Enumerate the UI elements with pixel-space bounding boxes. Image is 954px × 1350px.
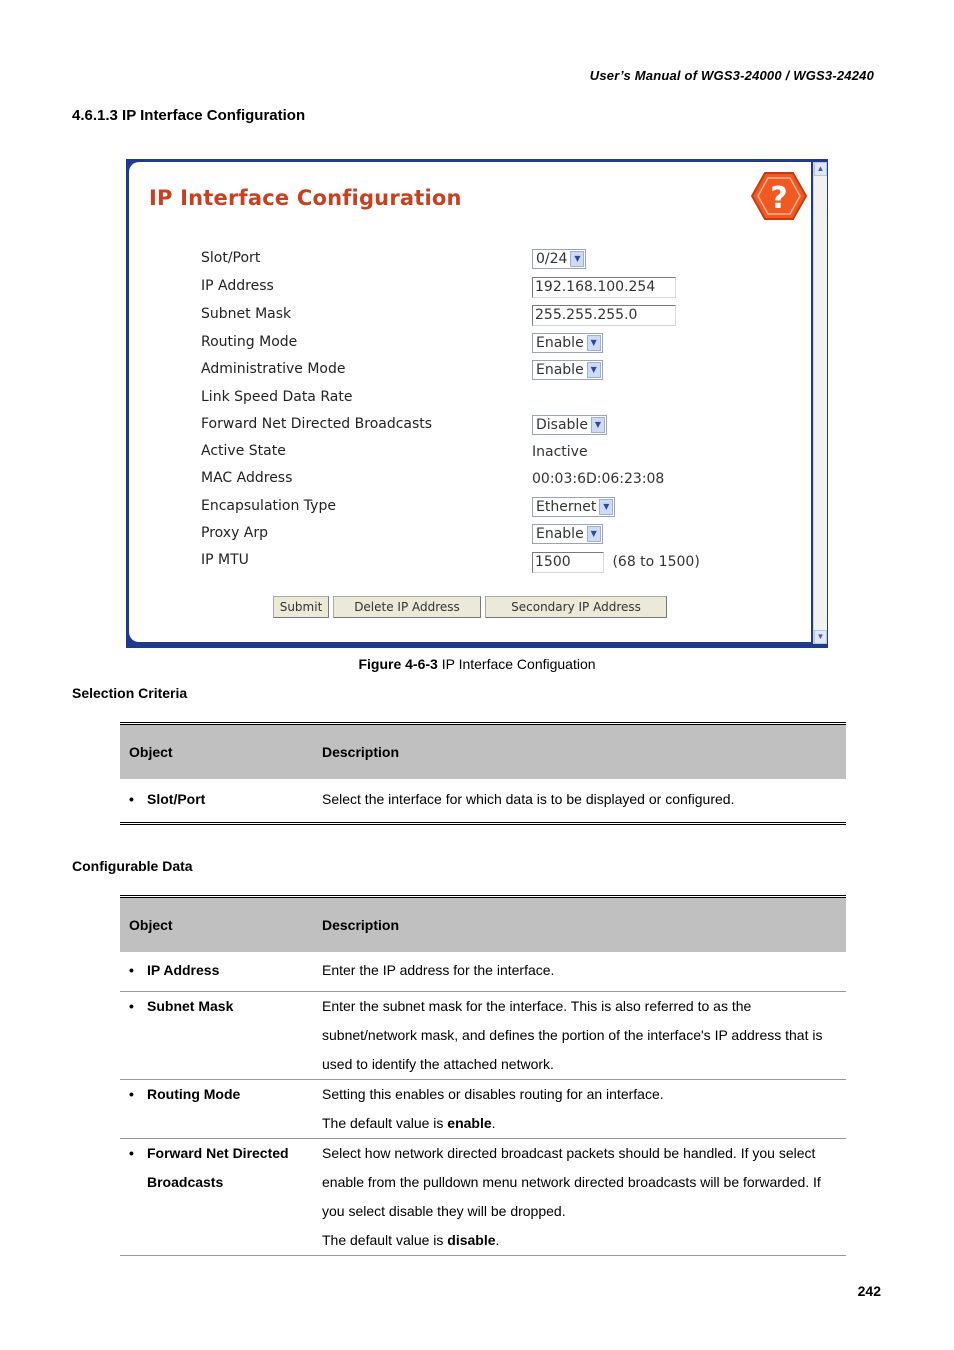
selection-criteria-heading: Selection Criteria: [72, 685, 188, 701]
section-title: 4.6.1.3 IP Interface Configuration: [72, 107, 306, 124]
mac-address-value: 00:03:6D:06:23:08: [532, 471, 665, 487]
encapsulation-value: Ethernet: [536, 499, 597, 515]
configurable-data-heading: Configurable Data: [72, 858, 193, 874]
default-prefix: The default value is: [322, 1115, 448, 1131]
chevron-down-icon: ▼: [587, 526, 601, 542]
figure-label: Figure 4-6-3: [358, 656, 438, 672]
default-value-line: The default value is disable.: [322, 1232, 500, 1248]
default-value: enable: [447, 1115, 492, 1131]
proxy-arp-value: Enable: [536, 526, 584, 542]
vertical-scrollbar[interactable]: [813, 162, 827, 644]
admin-mode-select[interactable]: [532, 360, 603, 380]
label-active-state: Active State: [201, 443, 286, 459]
selection-table: [120, 722, 846, 825]
scroll-up-icon[interactable]: ▲: [814, 162, 827, 176]
delete-ip-address-button[interactable]: Delete IP Address: [333, 596, 481, 618]
label-forward-broadcasts: Forward Net Directed Broadcasts: [201, 416, 433, 432]
table-row: • IP Address Enter the IP address for the interface.: [120, 952, 846, 992]
secondary-ip-address-button[interactable]: Secondary IP Address: [485, 596, 667, 618]
label-slot-port: Slot/Port: [201, 250, 261, 266]
label-admin-mode: Administrative Mode: [201, 361, 346, 377]
figure-caption-text: IP Interface Configuation: [437, 656, 596, 672]
svg-text:?: ?: [770, 181, 788, 216]
forward-broadcasts-select[interactable]: [532, 415, 607, 435]
active-state-value: Inactive: [532, 444, 588, 460]
default-value: disable: [447, 1232, 496, 1248]
object-name: Routing Mode: [147, 1086, 241, 1102]
label-ip-mtu: IP MTU: [201, 552, 249, 568]
label-link-speed: Link Speed Data Rate: [201, 389, 353, 405]
ui-screenshot: [126, 159, 828, 648]
description-line: enable from the pulldown menu network directed broadcasts will be forwarded. If: [322, 1174, 821, 1190]
table-row: • Slot/Port Select the interface for which data is to be displayed or configured.: [120, 779, 846, 824]
subnet-mask-input[interactable]: 255.255.255.0: [532, 305, 676, 326]
description-line: subnet/network mask, and defines the portion of the interface's IP address that is: [322, 1027, 823, 1043]
chevron-down-icon: ▼: [570, 251, 584, 267]
ui-title: IP Interface Configuration: [149, 186, 462, 210]
label-encapsulation: Encapsulation Type: [201, 498, 336, 514]
ui-panel: [129, 162, 811, 642]
ip-mtu-hint: (68 to 1500): [612, 554, 700, 570]
encapsulation-select[interactable]: [532, 497, 615, 517]
chevron-down-icon: ▼: [587, 362, 601, 378]
chevron-down-icon: ▼: [591, 417, 605, 433]
label-ip-address: IP Address: [201, 278, 274, 294]
chevron-down-icon: ▼: [587, 335, 601, 351]
object-description: Select the interface for which data is to be displayed or configured.: [322, 791, 735, 807]
label-subnet-mask: Subnet Mask: [201, 306, 292, 322]
proxy-arp-select[interactable]: [532, 524, 603, 544]
default-value-line: The default value is enable.: [322, 1115, 496, 1131]
description-line: Setting this enables or disables routing for an interface.: [322, 1086, 664, 1102]
label-proxy-arp: Proxy Arp: [201, 525, 269, 541]
description-line: Enter the subnet mask for the interface. This is also referred to as the: [322, 998, 752, 1014]
object-name: Subnet Mask: [147, 998, 234, 1014]
table-row: • Forward Net Directed Broadcasts Select how network directed broadcast packets should be handled. If you select enable from the pulldown menu network directed broadcasts will be forwarded. If you select disable they will be dropped. The default value is disable.: [120, 1139, 846, 1256]
manual-header: User’s Manual of WGS3-24000 / WGS3-24240: [589, 68, 874, 83]
ip-mtu-input[interactable]: 1500: [532, 552, 604, 573]
description-line: Enter the IP address for the interface.: [322, 962, 555, 978]
col-description: Description: [313, 724, 846, 780]
forward-broadcasts-value: Disable: [536, 417, 588, 433]
object-name-cont: Broadcasts: [147, 1174, 224, 1190]
slot-port-select[interactable]: [532, 249, 586, 269]
col-description: Description: [313, 897, 846, 953]
table-row: • Routing Mode Setting this enables or disables routing for an interface. The default value is enable.: [120, 1080, 846, 1139]
question-mark-icon[interactable]: [751, 170, 807, 222]
description-line: you select disable they will be dropped.: [322, 1203, 566, 1219]
routing-mode-select[interactable]: [532, 333, 603, 353]
submit-button[interactable]: Submit: [273, 596, 329, 618]
label-mac-address: MAC Address: [201, 470, 293, 486]
object-name: Forward Net Directed: [147, 1145, 289, 1161]
table-row: • Subnet Mask Enter the subnet mask for the interface. This is also referred to as the subnet/network mask, and defines the portion of the interface's IP address that is used to identify the attached network.: [120, 992, 846, 1080]
slot-port-value: 0/24: [536, 251, 568, 267]
description-line: Select how network directed broadcast packets should be handled. If you select: [322, 1145, 816, 1161]
object-name: IP Address: [147, 962, 220, 978]
ip-address-input[interactable]: 192.168.100.254: [532, 277, 676, 298]
chevron-down-icon: ▼: [599, 499, 613, 515]
routing-mode-value: Enable: [536, 335, 584, 351]
description-line: used to identify the attached network.: [322, 1056, 554, 1072]
label-routing-mode: Routing Mode: [201, 334, 298, 350]
admin-mode-value: Enable: [536, 362, 584, 378]
col-object: Object: [120, 724, 313, 780]
col-object: Object: [120, 897, 313, 953]
configurable-table: [120, 895, 846, 1256]
object-name: Slot/Port: [147, 791, 206, 807]
scroll-down-icon[interactable]: ▼: [814, 630, 827, 644]
default-prefix: The default value is: [322, 1232, 448, 1248]
page-number: 242: [857, 1283, 881, 1299]
figure-caption: [0, 656, 954, 672]
